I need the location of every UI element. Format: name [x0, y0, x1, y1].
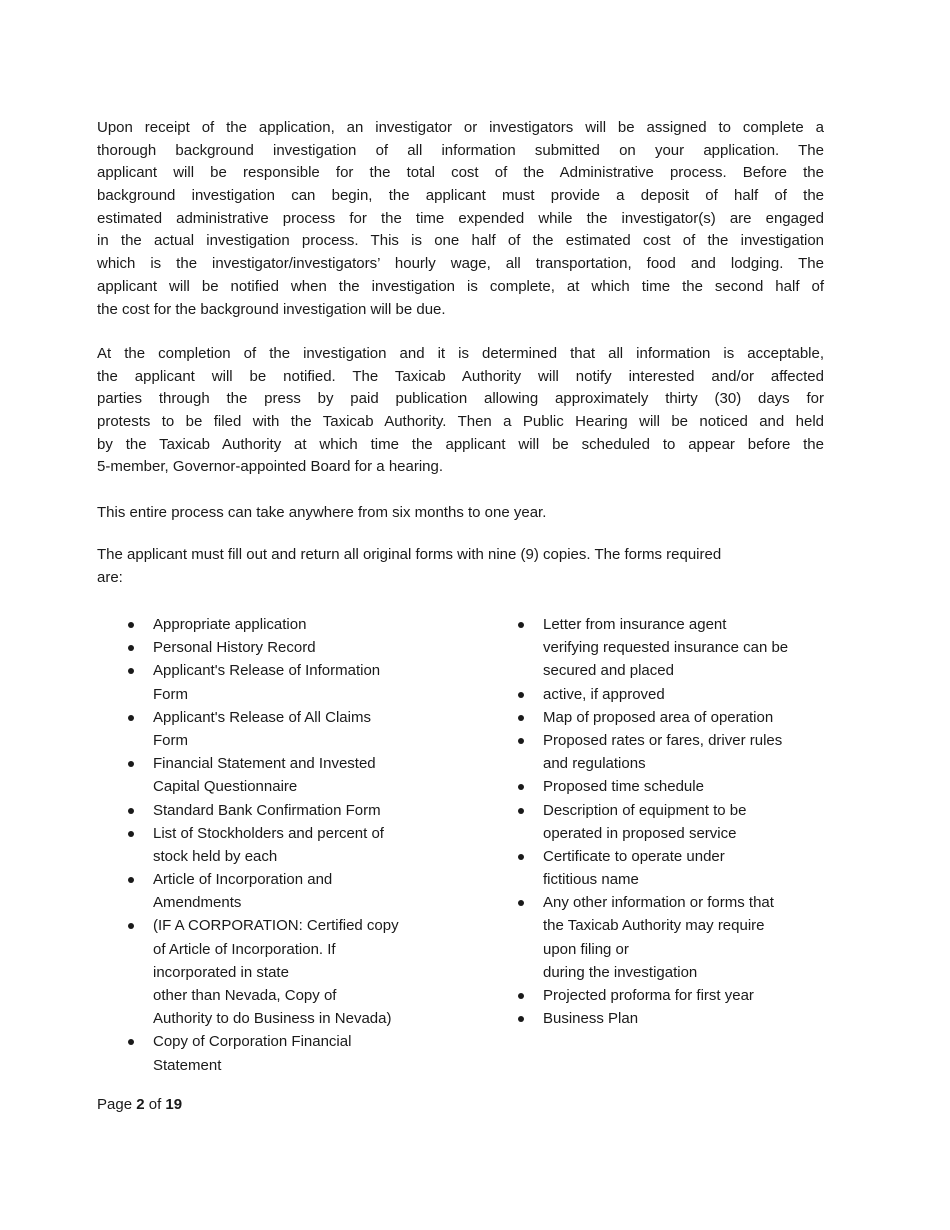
text-line: parties through the press by paid publication allowing approximately thirty (30) days for — [97, 390, 824, 408]
text-line: applicant will be responsible for the total cost of the Administrative process. Before the — [97, 164, 824, 182]
paragraph-completion — [97, 343, 824, 479]
text-line: are: — [97, 568, 123, 586]
list-item-text: Statement — [153, 1056, 222, 1074]
list-item-text: Authority to do Business in Nevada) — [153, 1010, 392, 1028]
list-item — [124, 822, 424, 868]
text-line: background investigation can begin, the applicant must provide a deposit of half of the — [97, 187, 824, 205]
page-footer — [97, 1094, 182, 1116]
list-item-text: Proposed time schedule — [543, 778, 704, 796]
bullet-icon — [128, 668, 134, 674]
list-item-text: Copy of Corporation Financial — [153, 1033, 352, 1051]
text-line: Upon receipt of the application, an investigator or investigators will be assigned to complete a — [97, 119, 824, 136]
total-pages: 19 — [165, 1096, 183, 1113]
list-item-text: and regulations — [543, 755, 646, 773]
list-item — [514, 845, 834, 891]
list-item — [124, 1030, 424, 1076]
list-item — [514, 1007, 834, 1030]
bullet-icon — [518, 692, 524, 698]
text-line: by the Taxicab Authority at which time the applicant will be scheduled to appear before the — [97, 435, 824, 453]
page-label: Page — [97, 1096, 133, 1113]
list-item-text: of Article of Incorporation. If — [153, 940, 336, 958]
list-item-text: (IF A CORPORATION: Certified copy — [153, 917, 399, 935]
list-item — [514, 799, 834, 845]
list-item-text: Standard Bank Confirmation Form — [153, 801, 381, 819]
current-page: 2 — [136, 1096, 145, 1113]
text-line: applicant will be notified when the investigation is complete, at which time the second half of — [97, 277, 824, 295]
of-label: of — [148, 1096, 162, 1113]
list-item-text: Capital Questionnaire — [153, 778, 298, 796]
text-line: This entire process can take anywhere from six months to one year. — [97, 504, 547, 521]
list-item-text: other than Nevada, Copy of — [153, 987, 337, 1004]
bullet-icon — [128, 923, 134, 929]
list-item-text: during the investigation — [543, 963, 698, 981]
list-item-text: Appropriate application — [153, 616, 307, 633]
text-line: 5-member, Governor-appointed Board for a hearing. — [97, 458, 444, 476]
text-line: the cost for the background investigation will be due. — [97, 300, 446, 318]
list-item — [124, 914, 424, 1030]
bullet-icon — [128, 761, 134, 767]
list-item-text: Article of Incorporation and — [153, 871, 333, 889]
list-item-text: Any other information or forms that — [543, 894, 774, 912]
list-item-text: active, if approved — [543, 685, 665, 703]
paragraph-duration — [97, 502, 824, 525]
list-item — [124, 659, 424, 705]
text-line: At the completion of the investigation and it is determined that all information is acceptable, — [97, 345, 824, 362]
list-item-text: fictitious name — [543, 871, 639, 889]
list-item-text: Amendments — [153, 894, 242, 912]
list-item — [514, 683, 834, 706]
list-item — [124, 868, 424, 914]
bullet-icon — [518, 993, 524, 999]
text-line: which is the investigator/investigators’ hourly wage, all transportation, food and lodging. The — [97, 255, 824, 273]
list-item — [514, 613, 834, 683]
list-item — [124, 799, 424, 822]
list-item-text: Form — [153, 731, 188, 749]
bullet-icon — [518, 738, 524, 744]
list-item — [124, 706, 424, 752]
forms-list-right — [514, 613, 834, 1030]
list-item — [124, 752, 424, 798]
list-item-text: Projected proforma for first year — [543, 987, 754, 1004]
list-item-text: Description of equipment to be — [543, 801, 747, 819]
text-line: The applicant must fill out and return all original forms with nine (9) copies. The forms required — [97, 546, 722, 563]
list-item-text: List of Stockholders and percent of — [153, 824, 384, 842]
bullet-icon — [518, 622, 524, 628]
bullet-icon — [518, 900, 524, 906]
list-item-text: Business Plan — [543, 1010, 639, 1028]
bullet-icon — [128, 622, 134, 628]
list-item — [514, 891, 834, 984]
bullet-icon — [128, 645, 134, 651]
bullet-icon — [518, 854, 524, 860]
list-item-text: Letter from insurance agent — [543, 616, 727, 633]
list-item-text: Applicant's Release of Information — [153, 662, 381, 680]
list-item-text: verifying requested insurance can be — [543, 639, 789, 657]
list-item-text: Applicant's Release of All Claims — [153, 708, 371, 726]
text-line: thorough background investigation of all information submitted on your application. The — [97, 141, 824, 159]
list-item-text: Financial Statement and Invested — [153, 755, 376, 773]
bullet-icon — [518, 1016, 524, 1022]
list-item-text: upon filing or — [543, 940, 629, 958]
list-item-text: the Taxicab Authority may require — [543, 917, 765, 935]
list-item-text: Map of proposed area of operation — [543, 708, 774, 726]
text-line: in the actual investigation process. This is one half of the estimated cost of the investigation — [97, 232, 824, 250]
bullet-icon — [128, 808, 134, 814]
list-item-text: Form — [153, 685, 188, 703]
list-item-text: secured and placed — [543, 662, 674, 680]
list-item-text: Proposed rates or fares, driver rules — [543, 731, 783, 749]
bullet-icon — [128, 877, 134, 883]
paragraph-investigation — [97, 117, 824, 321]
list-item — [124, 636, 424, 659]
forms-list-left — [124, 613, 424, 1077]
bullet-icon — [518, 808, 524, 814]
list-item-text: Personal History Record — [153, 639, 316, 657]
bullet-icon — [518, 784, 524, 790]
paragraph-forms-required — [97, 544, 824, 589]
text-line: estimated administrative process for the time expended while the investigator(s) are engaged — [97, 209, 824, 227]
list-item — [514, 706, 834, 729]
list-item-text: stock held by each — [153, 847, 278, 865]
list-item — [514, 984, 834, 1007]
text-line: protests to be filed with the Taxicab Authority. Then a Public Hearing will be noticed and held — [97, 413, 824, 431]
bullet-icon — [128, 1039, 134, 1045]
list-item-text: incorporated in state — [153, 963, 289, 981]
list-item — [514, 729, 834, 775]
list-item — [514, 775, 834, 798]
bullet-icon — [128, 715, 134, 721]
list-item-text: operated in proposed service — [543, 824, 737, 842]
bullet-icon — [128, 831, 134, 837]
bullet-icon — [518, 715, 524, 721]
text-line: the applicant will be notified. The Taxicab Authority will notify interested and/or affected — [97, 367, 824, 385]
list-item-text: Certificate to operate under — [543, 847, 725, 865]
list-item — [124, 613, 424, 636]
